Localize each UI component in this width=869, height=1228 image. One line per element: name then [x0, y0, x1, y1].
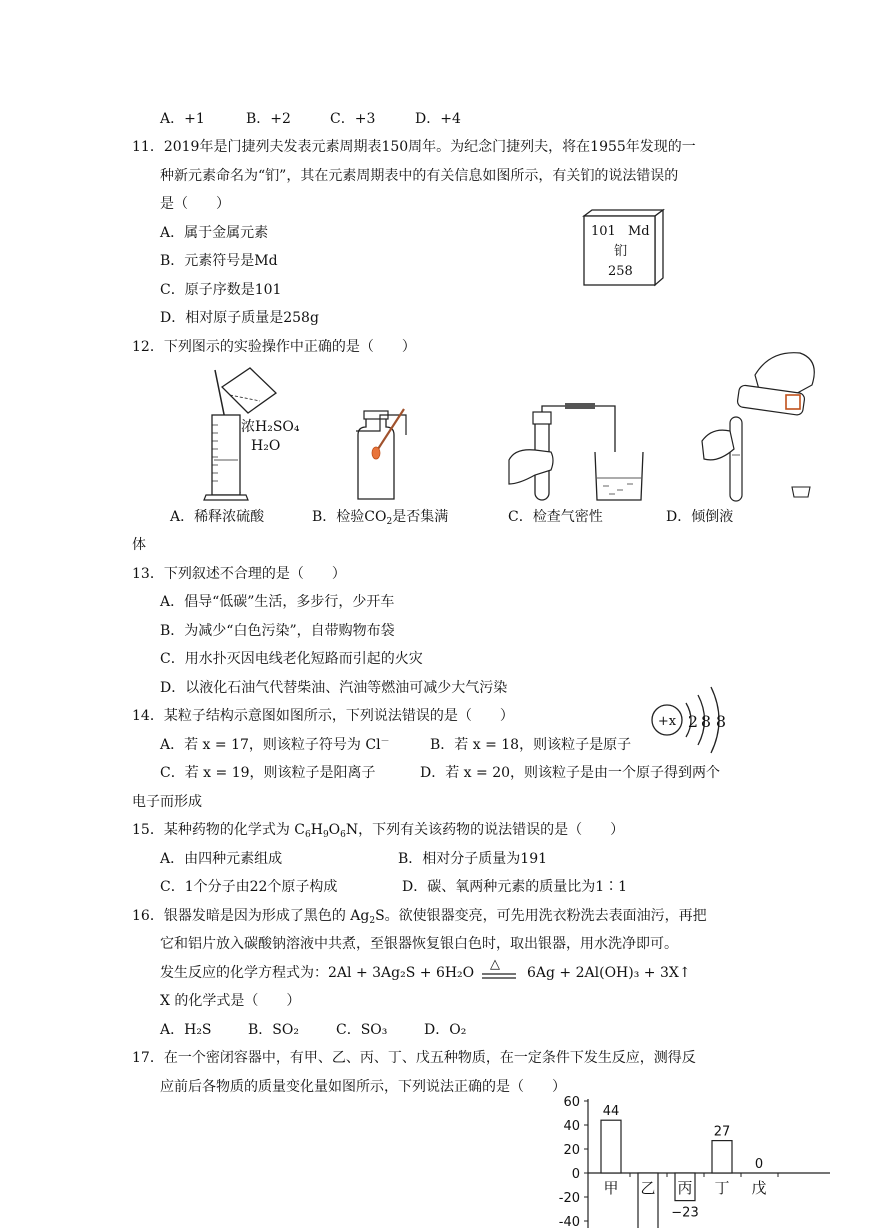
q14-option-d: D．若 x = 20，则该粒子是由一个原子得到两个	[420, 765, 721, 781]
label-conc-h2so4: 浓H₂SO₄	[241, 419, 300, 435]
q14-option-c: C．若 x = 19，则该粒子是阳离子	[160, 765, 376, 781]
q11-option-d: D．相对原子质量是258g	[160, 310, 319, 326]
element-atomic-number: 101	[591, 224, 616, 239]
q15-option-a: A．由四种元素组成	[160, 851, 283, 867]
bar	[601, 1120, 621, 1173]
q11-option-a: A．属于金属元素	[160, 225, 269, 241]
q11-option-b: B．元素符号是Md	[160, 253, 278, 269]
data-label: 27	[713, 1124, 731, 1140]
q17-stem-line2: 应前后各物质的质量变化量如图所示，下列说法正确的是（ ）	[160, 1079, 566, 1095]
q12-caption-d: D．倾倒液	[666, 509, 734, 525]
figure-pouring	[700, 345, 825, 505]
q16-option-a: A．H₂S	[160, 1022, 212, 1038]
mass-change-chart	[545, 1070, 845, 1228]
category-label: 乙	[640, 1179, 656, 1197]
equation-double-line	[482, 972, 518, 980]
q12-stem: 12．下列图示的实验操作中正确的是（ ）	[132, 339, 416, 355]
data-label: 44	[602, 1104, 620, 1120]
q10-option-d: D．+4	[415, 111, 461, 127]
shell-3-count: 8	[715, 712, 727, 731]
figure-airtightness	[505, 400, 650, 505]
q11-option-c: C．原子序数是101	[160, 282, 282, 298]
bar	[712, 1141, 732, 1173]
q12-caption-c: C．检查气密性	[508, 509, 603, 525]
q11-stem-line3: 是（ ）	[160, 196, 230, 212]
q16-stem-line4: X 的化学式是（ ）	[160, 993, 301, 1009]
q13-option-c: C．用水扑灭因电线老化短路而引起的火灾	[160, 651, 423, 667]
element-name: 钔	[614, 244, 628, 259]
q10-option-a: A．+1	[160, 111, 205, 127]
q12-caption-b: B．检验$CO_2$是否集满	[312, 509, 449, 527]
q14-stem: 14．某粒子结构示意图如图所示，下列说法错误的是（ ）	[132, 708, 514, 724]
shell-2-count: 8	[700, 712, 712, 731]
y-tick-label: -40	[558, 1215, 580, 1228]
shell-1-count: 2	[687, 712, 699, 731]
q11-stem-line2: 种新元素命名为“钔”，其在元素周期表中的有关信息如图所示，有关钔的说法错误的	[160, 168, 679, 184]
q15-stem: 15．某种药物的化学式为 $C_6H_9O_6N$，下列有关该药物的说法错误的是（ ）	[132, 822, 625, 840]
element-mass: 258	[608, 264, 633, 279]
nucleus-label: +x	[657, 714, 677, 729]
q10-option-c: C．+3	[330, 111, 376, 127]
y-tick-label: 60	[563, 1095, 580, 1110]
category-label: 戊	[751, 1179, 767, 1197]
q14-option-b: B．若 x = 18，则该粒子是原子	[430, 737, 632, 753]
q16-option-b: B．SO₂	[248, 1022, 299, 1038]
data-label: −23	[671, 1205, 699, 1221]
y-tick-label: -20	[558, 1191, 580, 1206]
q14-wrap: 电子而形成	[132, 794, 202, 810]
atom-structure-diagram	[648, 683, 738, 757]
q16-equation-right: 6Ag + 2Al(OH)₃ + 3X↑	[527, 965, 691, 981]
q13-option-d: D．以液化石油气代替柴油、汽油等燃油可减少大气污染	[160, 680, 508, 696]
q12-caption-wrap: 体	[132, 537, 146, 553]
q16-stem-line2: 它和铝片放入碳酸钠溶液中共煮，至银器恢复银白色时，取出银器，用水洗净即可。	[160, 936, 678, 952]
q12-caption-a: A．稀释浓硫酸	[170, 509, 265, 525]
q16-equation-left: 发生反应的化学方程式为：2Al + 3Ag₂S + 6H₂O	[160, 965, 475, 981]
figure-co2-bottle	[350, 405, 420, 505]
q15-option-d: D．碳、氧两种元素的质量比为1∶1	[402, 879, 628, 895]
label-water: H₂O	[251, 438, 281, 454]
q16-stem-line1: 16．银器发暗是因为形成了黑色的 $Ag_2S$。欲使银器变亮，可先用洗衣粉洗去表面油污，再把	[132, 908, 707, 926]
q16-condition: △	[490, 957, 500, 972]
category-label: 丁	[714, 1179, 730, 1197]
category-label: 甲	[603, 1179, 619, 1197]
y-tick-label: 0	[571, 1167, 580, 1182]
q16-option-c: C．SO₃	[336, 1022, 388, 1038]
element-symbol: Md	[628, 224, 650, 239]
y-tick-label: 40	[563, 1119, 580, 1134]
category-label: 丙	[677, 1179, 693, 1197]
data-label: 0	[754, 1157, 764, 1172]
q13-option-b: B．为减少“白色污染”，自带购物布袋	[160, 623, 395, 639]
q17-stem-line1: 17．在一个密闭容器中，有甲、乙、丙、丁、戊五种物质，在一定条件下发生反应，测得反	[132, 1050, 696, 1066]
q13-stem: 13．下列叙述不合理的是（ ）	[132, 566, 346, 582]
y-tick-label: 20	[563, 1143, 580, 1158]
q15-option-b: B．相对分子质量为191	[398, 851, 548, 867]
q16-option-d: D．O₂	[424, 1022, 467, 1038]
q11-stem-line1: 11．2019年是门捷列夫发表元素周期表150周年。为纪念门捷列夫，将在1955年发现的一	[132, 139, 696, 155]
q14-option-a: A．若 x = 17，则该粒子符号为 Cl－	[160, 737, 390, 753]
q10-option-b: B．+2	[246, 111, 291, 127]
q15-option-c: C．1个分子由22个原子构成	[160, 879, 338, 895]
q13-option-a: A．倡导“低碳”生活，多步行，少开车	[160, 594, 395, 610]
